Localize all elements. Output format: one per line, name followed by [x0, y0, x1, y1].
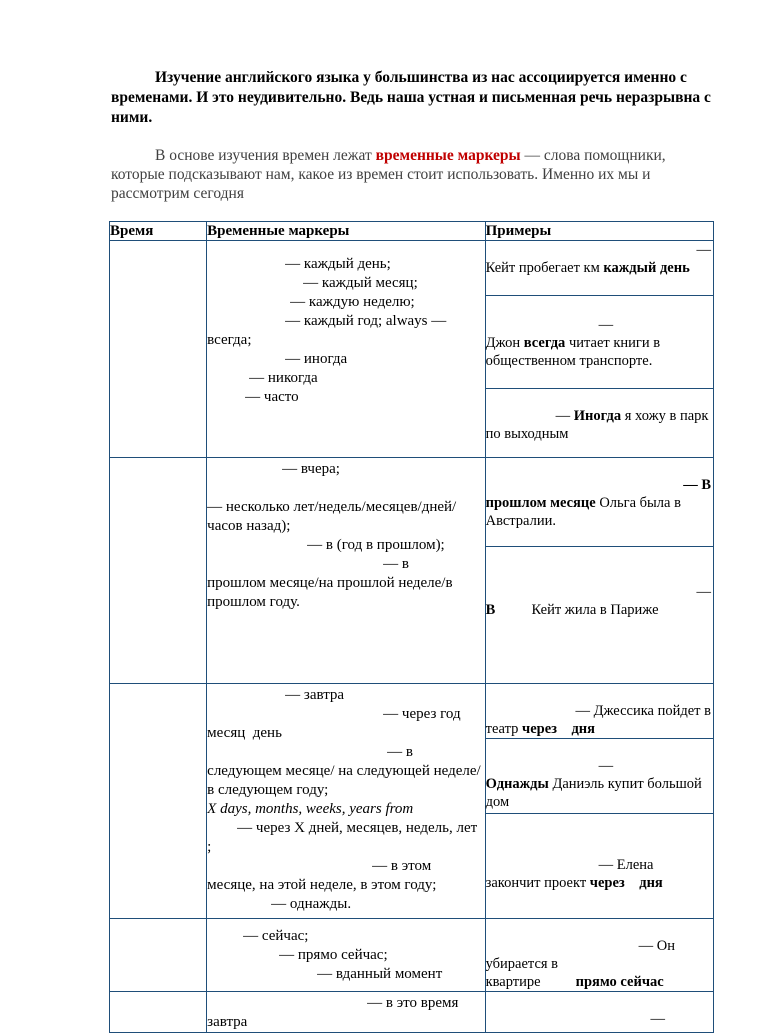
marker: всегда;	[207, 332, 252, 348]
marker: — в (год в прошлом);	[307, 537, 445, 553]
header-tense: Время	[110, 222, 207, 241]
table-row	[110, 684, 714, 739]
tense-cell	[110, 919, 207, 992]
example-cell	[485, 296, 713, 389]
example-dash: —	[598, 758, 614, 774]
example-tail: Кейт жила в Париже	[495, 602, 659, 618]
table-row	[110, 992, 714, 1033]
tense-cell	[110, 458, 207, 684]
lead-paragraph	[111, 146, 716, 203]
example-cell	[485, 684, 713, 739]
tense-cell	[110, 992, 207, 1033]
example-bold: Иногда	[573, 408, 622, 424]
marker: месяц день	[207, 725, 282, 741]
example-bold: всегда	[523, 335, 566, 351]
marker: — никогда	[249, 370, 318, 386]
lead-before: В основе изучения времен лежат	[155, 147, 376, 164]
example-dash: — Он	[638, 938, 675, 954]
markers-cell	[207, 458, 485, 684]
example-text: закончит проект	[485, 875, 590, 891]
example-tail: я хожу в парк по выходным	[485, 408, 709, 442]
lead-after: — слова помощники, которые подсказывают нам, какое из времен стоит использовать. Именно их мы и рассмотрим сегодня	[111, 147, 666, 202]
markers-cell	[207, 684, 485, 919]
example-text: Джон	[485, 335, 524, 351]
marker: X days, months, weeks, years from	[207, 801, 414, 817]
marker: — в это время	[367, 995, 459, 1011]
marker: — несколько лет/недель/месяцев/дней/часов назад);	[207, 499, 457, 534]
header-examples: Примеры	[485, 222, 713, 241]
example-text: убирается в квартире	[485, 956, 559, 990]
marker: — однажды.	[271, 896, 352, 912]
example-bold: В	[485, 602, 496, 618]
example-bold: прямо сейчас	[575, 974, 664, 990]
example-dash: —	[650, 1011, 665, 1027]
example-dash: — Елена	[598, 857, 654, 873]
tense-cell	[110, 241, 207, 458]
markers-cell	[207, 919, 485, 992]
example-cell	[485, 919, 713, 992]
example-bold: прошлом месяце	[485, 495, 596, 511]
marker	[207, 479, 484, 498]
marker: — иногда	[285, 351, 348, 367]
example-bold: каждый день	[603, 260, 690, 276]
marker: — каждый месяц;	[303, 275, 418, 291]
marker: месяце, на этой неделе, в этом году;	[207, 877, 437, 893]
example-text: Кейт пробегает км	[485, 260, 604, 276]
table-header-row	[110, 222, 714, 241]
header-markers: Временные маркеры	[207, 222, 485, 241]
example-dash: —	[696, 584, 711, 600]
marker: — через X дней, месяцев, недель, лет ;	[207, 820, 478, 855]
example-bold: через дня	[522, 721, 595, 737]
marker: — через год	[383, 706, 461, 722]
marker: прошлом месяце/на прошлой неделе/в прошлом году.	[207, 575, 453, 610]
marker: — в	[387, 744, 413, 760]
marker: завтра	[207, 1014, 248, 1030]
example-dash: —	[696, 242, 711, 258]
intro-paragraph: Изучение английского языка у большинства из нас ассоциируется именно с временами. И это неудивительно. Ведь наша устная и письменная речь неразрывна с ними.	[111, 69, 711, 126]
example-cell	[485, 241, 713, 296]
table-row	[110, 241, 714, 296]
example-cell	[485, 992, 713, 1033]
marker: — сейчас;	[243, 928, 309, 944]
example-dash: —	[555, 408, 574, 424]
example-tail: читает книги в общественном транспорте.	[485, 335, 661, 369]
marker: — каждую неделю;	[290, 294, 415, 310]
marker: — завтра	[285, 687, 345, 703]
marker: следующем месяце/ на следующей неделе/ в следующем году;	[207, 763, 481, 798]
marker: — в этом	[372, 858, 432, 874]
example-cell	[485, 814, 713, 919]
example-dash: — Джессика пойдет в	[575, 703, 711, 719]
marker: — вданный момент	[317, 966, 443, 982]
tense-cell	[110, 684, 207, 919]
example-dash: —	[598, 317, 614, 333]
marker: — вчера;	[282, 461, 340, 477]
marker: — в	[383, 556, 409, 572]
tense-markers-table	[109, 221, 714, 1033]
markers-cell	[207, 241, 485, 458]
table-row	[110, 919, 714, 992]
markers-cell	[207, 992, 485, 1033]
example-cell	[485, 458, 713, 547]
example-cell	[485, 547, 713, 684]
example-text: театр	[485, 721, 523, 737]
example-bold: Однажды	[485, 776, 549, 792]
example-tail: Даниэль купит большой дом	[485, 776, 702, 810]
marker: — каждый год; always —	[285, 313, 447, 329]
example-cell	[485, 389, 713, 458]
lead-highlight: временные маркеры	[375, 147, 521, 164]
marker: — прямо сейчас;	[279, 947, 388, 963]
example-dash: — В	[683, 477, 711, 493]
example-bold: через дня	[589, 875, 663, 891]
marker: — часто	[245, 389, 299, 405]
example-cell	[485, 739, 713, 814]
marker: — каждый день;	[285, 256, 391, 272]
example-tail: Ольга была в Австралии.	[485, 495, 681, 529]
table-row	[110, 458, 714, 547]
